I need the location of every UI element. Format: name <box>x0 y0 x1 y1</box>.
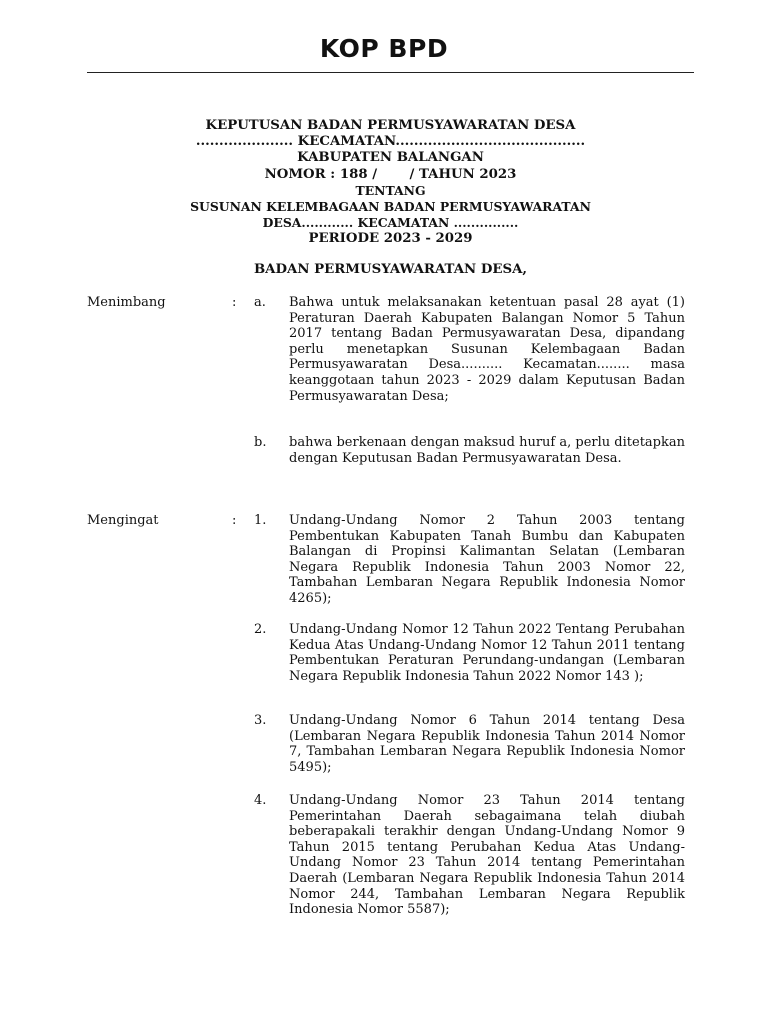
menimbang-item-b-text: bahwa berkenaan dengan maksud huruf a, perlu ditetapkan dengan Keputusan Badan Permusyawaratan Desa. <box>289 435 685 466</box>
letterhead-title: KOP BPD <box>319 34 449 63</box>
decree-subject-line-1: SUSUNAN KELEMBAGAAN BADAN PERMUSYAWARATAN <box>190 199 591 215</box>
menimbang-item-a-marker: a. <box>254 295 266 310</box>
mengingat-item-3-text: Undang-Undang Nomor 6 Tahun 2014 tentang Desa (Lembaran Negara Republik Indonesia Tahun 2014 Nomor 7, Tambahan Lembaran Negara Republik Indonesia Nomor 5495); <box>289 713 685 775</box>
decree-title-line-1: KEPUTUSAN BADAN PERMUSYAWARATAN DESA <box>205 118 576 133</box>
mengingat-item-1-marker: 1. <box>254 513 267 528</box>
decree-period: PERIODE 2023 - 2029 <box>308 231 473 247</box>
decree-subject-line-2: DESA............ KECAMATAN ............... <box>262 215 519 231</box>
letterhead-rule <box>87 72 694 73</box>
mengingat-item-2-text: Undang-Undang Nomor 12 Tahun 2022 Tentang Perubahan Kedua Atas Undang-Undang Nomor 12 Tahun 2011 tentang Pembentukan Peraturan Perundang-undangan (Lembaran Negara Republik Indonesia Tahun 2022 Nomor 143 ); <box>289 622 685 684</box>
mengingat-item-1-text: Undang-Undang Nomor 2 Tahun 2003 tentang Pembentukan Kabupaten Tanah Bumbu dan Kabupaten Balangan di Propinsi Kalimantan Selatan (Lembaran Negara Republik Indonesia Tahun 2003 Nomor 22, Tambahan Lembaran Negara Republik Indonesia Nomor 4265); <box>289 513 685 606</box>
menimbang-label: Menimbang <box>87 295 166 310</box>
decree-title-line-3: KABUPATEN BALANGAN <box>297 150 484 166</box>
mengingat-item-2-marker: 2. <box>254 622 267 637</box>
decree-title-block <box>87 118 694 248</box>
mengingat-item-3-marker: 3. <box>254 713 267 728</box>
decree-title-line-2: ..................... KECAMATAN......................................... <box>195 134 586 150</box>
decree-tentang: TENTANG <box>355 182 426 198</box>
mengingat-label: Mengingat <box>87 513 159 528</box>
mengingat-item-4-text: Undang-Undang Nomor 23 Tahun 2014 tentang Pemerintahan Daerah sebagaimana telah diubah beberapakali terakhir dengan Undang-Undang Nomor 9 Tahun 2015 tentang Perubahan Kedua Atas Undang- Undang Nomor 23 Tahun 2014 tentang Pemerintahan Daerah (Lembaran Negara Republik Indonesia Tahun 2014 Nomor 244, Tambahan Lembaran Negara Republik Indonesia Nomor 5587); <box>289 793 685 918</box>
menimbang-item-b-marker: b. <box>254 435 267 450</box>
decree-number: NOMOR : 188 / / TAHUN 2023 <box>264 166 517 182</box>
menimbang-item-a-text: Bahwa untuk melaksanakan ketentuan pasal 28 ayat (1) Peraturan Daerah Kabupaten Balangan Nomor 5 Tahun 2017 tentang Badan Permusyawaratan Desa, dipandang perlu menetapkan Susunan Kelembagaan Badan Permusyawaratan Desa.......... Kecamatan........ masa keanggotaan tahun 2023 - 2029 dalam Keputusan Badan Permusyawaratan Desa; <box>289 295 685 404</box>
menimbang-colon: : <box>232 295 237 310</box>
mengingat-item-4-marker: 4. <box>254 793 267 808</box>
mengingat-colon: : <box>232 513 237 528</box>
issuer-heading: BADAN PERMUSYAWARATAN DESA, <box>253 262 528 277</box>
